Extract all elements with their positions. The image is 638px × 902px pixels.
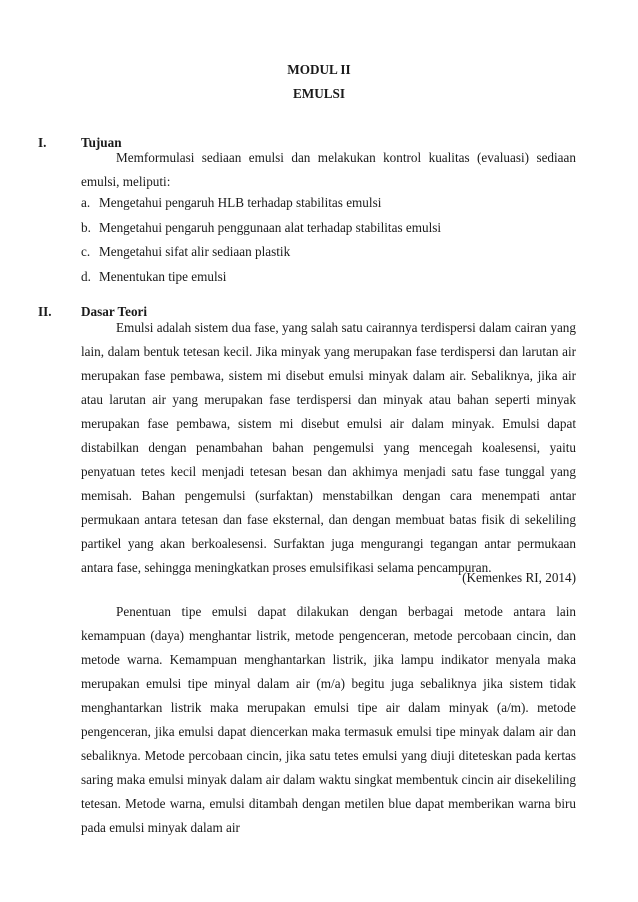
list-item [81,240,576,265]
list-item [81,265,576,290]
list-text: Mengetahui sifat alir sediaan plastik [99,244,291,259]
paragraph-2: Penentuan tipe emulsi dapat dilakukan dengan berbagai metode antara lain kemampuan (daya) menghantar listrik, metode pengenceran, metode percobaan cincin, dan metode warna. Kemampuan menghantarkan listrik, jika lampu indikator menyala maka merupakan emulsi tipe minyal dalam air (m/a) begitu juga sebaliknya jika sistem tidak menghantarkan listrik maka merupakan emulsi tipe air dalam minyak (a/m). metode pengenceran, jika emulsi dapat diencerkan maka termasuk emulsi tipe minyak dalam air dan sebaliknya. Metode percobaan cincin, jika satu tetes emulsi yang diuji diteteskan pada kertas saring maka emulsi minyak dalam air dalam waktu singkat membentuk cincin air disekeliling tetesan. Metode warna, emulsi ditambah dengan metilen blue dapat memberikan warna biru pada emulsi minyak dalam air [81,604,576,835]
topic-title: EMULSI [292,86,346,101]
list-marker: a. [81,195,91,210]
section-1-heading: Tujuan [81,135,122,150]
section-2-number: II. [38,304,52,319]
section-2-heading: Dasar Teori [81,304,148,319]
citation: (Kemenkes RI, 2014) [462,570,576,585]
list-item [81,216,576,241]
list-marker: c. [81,244,91,259]
objectives-list [81,191,576,289]
list-marker: d. [81,268,91,284]
list-text: Menentukan tipe emulsi [99,268,227,284]
section-1-intro: Memformulasi sediaan emulsi dan melakukan kontrol kualitas (evaluasi) sediaan emulsi, meliputi: [81,150,576,189]
list-marker: b. [81,219,91,235]
list-text: Mengetahui pengaruh HLB terhadap stabilitas emulsi [99,195,382,210]
list-item [81,191,576,216]
section-1-number: I. [38,135,47,150]
module-title: MODUL II [287,62,351,77]
list-text: Mengetahui pengaruh penggunaan alat terhadap stabilitas emulsi [99,219,442,235]
paragraph-1: Emulsi adalah sistem dua fase, yang salah satu cairannya terdispersi dalam cairan yang lain, dalam bentuk tetesan kecil. Jika minyak yang merupakan fase terdispersi dan larutan air merupakan fase pembawa, sistem mi disebut emulsi minyak dalam air. Sebaliknya, jika air atau larutan air yang merupakan fase terdispersi dan minyak atau bahan seperti minyak merupakan fase pembawa, sistem mi disebut emulsi air dalam minyak. Emulsi dapat distabilkan dengan penambahan bahan pengemulsi yang mencegah koalesensi, yaitu penyatuan tetes kecil menjadi tetesan besan dan akhimya menjadi satu fase tunggal yang memisah. Bahan pengemulsi (surfaktan) menstabilkan dengan cara menempati antar permukaan antara tetesan dan fase eksternal, dan dengan membuat batas fisik di sekeliling partikel yang akan berkoalesensi. Surfaktan juga mengurangi tegangan antar permukaan antara fase, sehingga meningkatkan proses emulsifikasi selama pencampuran. [81,320,576,575]
